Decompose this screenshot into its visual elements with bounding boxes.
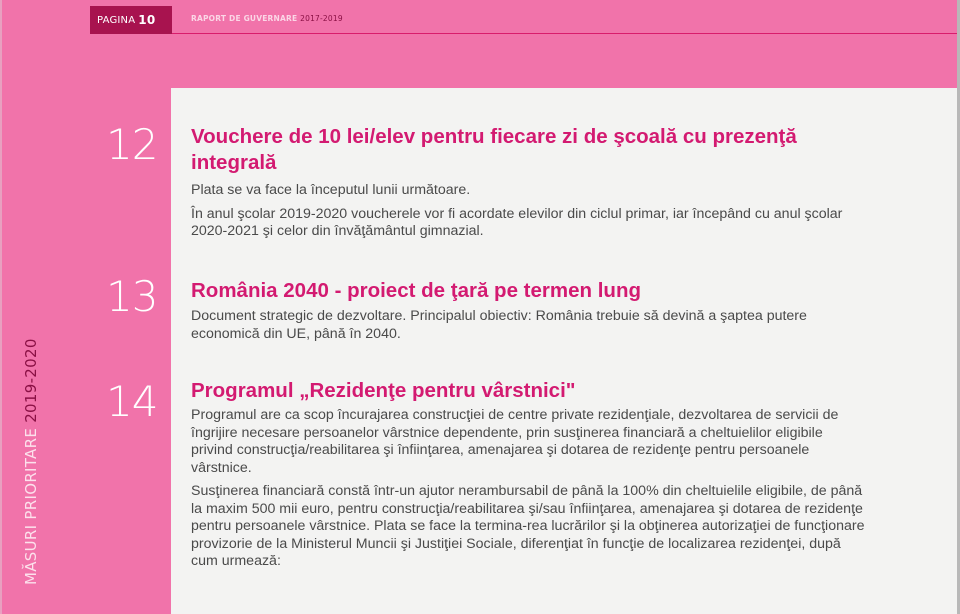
- report-title-years: 2017-2019: [300, 14, 343, 23]
- item-number: 13: [106, 272, 158, 321]
- item-paragraph: Susţinerea financiară constă într-un ajutor nerambursabil de până la 100% din cheltuielile eligibile, de până la maxim 500 mii euro, pentru construcţia/reabilitarea şi/sau înfiinţarea, amenajarea şi dotarea de rezidenţe pentru persoanele vârstnice. Plata se face la termina-rea lucrărilor şi la obţinerea autorizaţiei de funcţionare provizorie de la Ministerul Muncii şi Justiţiei Sociale, diferenţiat în funcţie de localizarea rezidenţei, după cum urmează:: [191, 483, 865, 569]
- page-number: 10: [138, 13, 156, 27]
- measure-item-14: [191, 378, 871, 571]
- item-title: Programul „Rezidenţe pentru vârstnici": [191, 379, 576, 402]
- header-divider: [172, 33, 957, 34]
- page-label: PAGINA: [97, 14, 136, 26]
- item-title: Vouchere de 10 lei/elev pentru fiecare zi de şcoală cu prezenţă integrală: [191, 125, 797, 174]
- item-paragraph: În anul şcolar 2019-2020 voucherele vor fi acordate elevilor din ciclul primar, iar începând cu anul şcolar 2020-2021 şi celor din învăţământul gimnazial.: [191, 205, 843, 239]
- side-label-text: MĂSURI PRIORITARE: [22, 427, 40, 585]
- item-paragraph: Programul are ca scop încurajarea construcţiei de centre private rezidenţiale, dezvoltarea de servicii de îngrijire necesare persoanelor vârstnice dependente, prin susţinerea financiară a cheltuielilor eligibile privind construcţia/reabilitarea şi înfiinţarea, amenajarea şi dotarea de rezidenţe pentru persoanele vârstnice.: [191, 407, 839, 476]
- measure-item-13: [191, 278, 871, 343]
- side-label-years: 2019-2020: [22, 338, 40, 423]
- item-number: 12: [106, 120, 158, 169]
- item-title: România 2040 - proiect de ţară pe termen lung: [191, 279, 641, 302]
- measure-item-12: [191, 124, 871, 241]
- page-left-edge: [0, 0, 2, 614]
- report-title-text: RAPORT DE GUVERNARE: [191, 14, 298, 23]
- report-title: [191, 14, 343, 23]
- item-paragraph: Document strategic de dezvoltare. Principalul obiectiv: România trebuie să devină a şaptea putere economică din UE, până în 2040.: [191, 308, 807, 342]
- page-number-tab: [90, 6, 172, 34]
- item-paragraph: Plata se va face la începutul lunii următoare.: [191, 182, 471, 198]
- section-side-label: [22, 338, 40, 585]
- item-number: 14: [106, 377, 158, 426]
